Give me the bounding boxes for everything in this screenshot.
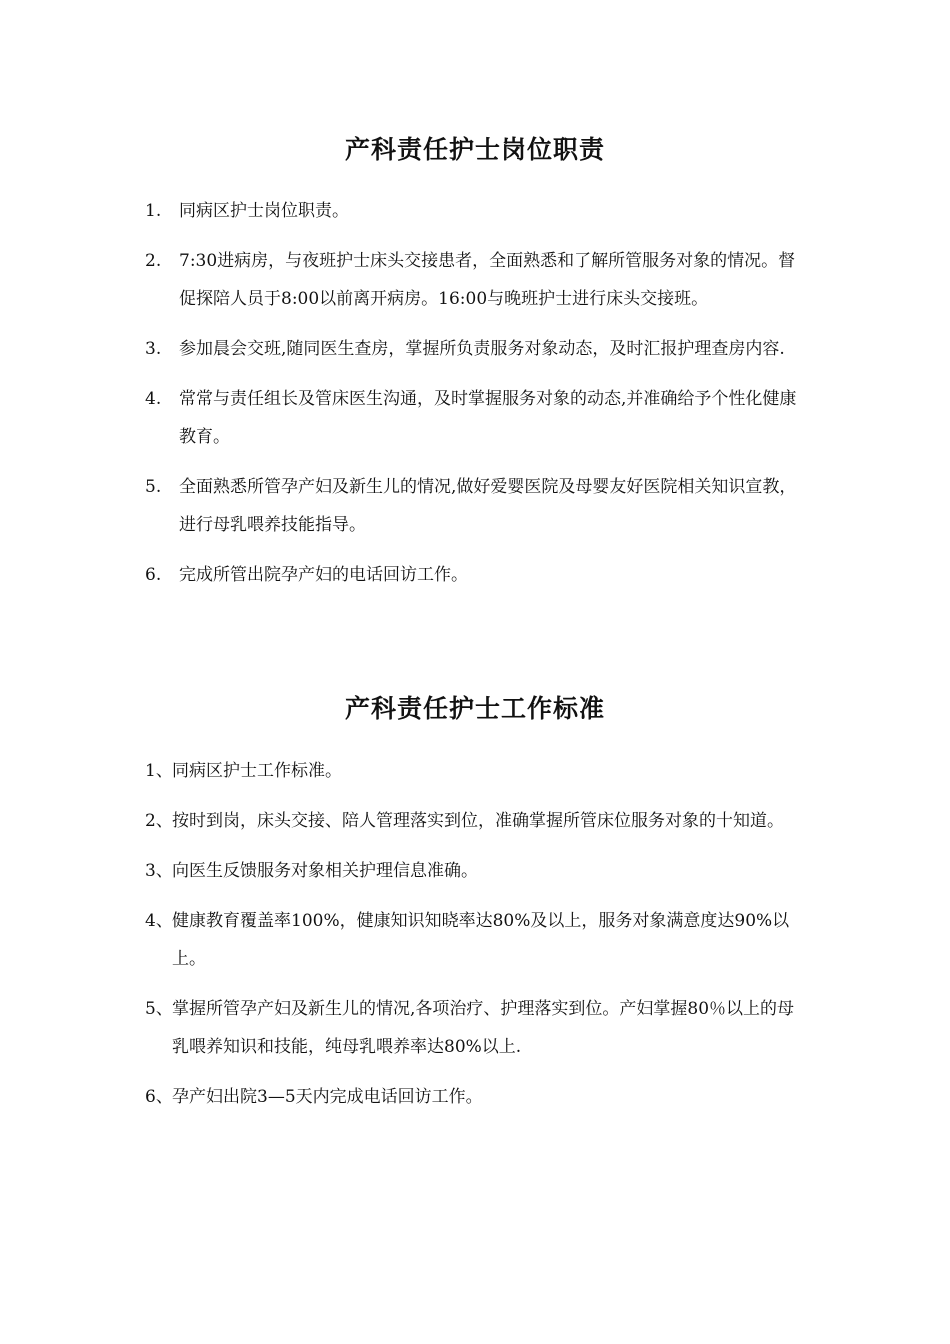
list-item [0,852,950,890]
item-text: 孕产妇出院3—5天内完成电话回访工作。 [172,1087,483,1107]
item-text: 7:30进病房，与夜班护士床头交接患者，全面熟悉和了解所管服务对象的情况。督促探陪人员于8:00以前离开病房。16:00与晚班护士进行床头交接班。 [179,251,796,309]
responsibilities-list [0,192,950,606]
item-number: 2、 [145,811,173,831]
list-item [0,752,950,790]
item-number: 1、 [145,761,173,781]
item-text: 向医生反馈服务对象相关护理信息准确。 [172,861,478,881]
list-item [0,330,950,368]
item-number: 3. [145,339,162,359]
item-text: 全面熟悉所管孕产妇及新生儿的情况,做好爱婴医院及母婴友好医院相关知识宣教，进行母乳喂养技能指导。 [179,477,797,535]
item-text: 同病区护士工作标准。 [172,761,342,781]
list-item [0,242,950,318]
section-title-standards: 产科责任护士工作标准 [344,694,605,723]
item-number: 3、 [145,861,173,881]
item-text: 完成所管出院孕产妇的电话回访工作。 [179,565,468,585]
item-text: 常常与责任组长及管床医生沟通，及时掌握服务对象的动态,并准确给予个性化健康教育。 [179,389,797,447]
list-item [0,380,950,456]
item-number: 1. [145,201,162,221]
item-text: 同病区护士岗位职责。 [179,201,349,221]
list-item [0,556,950,594]
list-item [0,990,950,1066]
item-text: 参加晨会交班,随同医生查房，掌握所负责服务对象动态，及时汇报护理查房内容. [179,339,785,359]
item-text: 健康教育覆盖率100%，健康知识知晓率达80%及以上，服务对象满意度达90%以上。 [172,911,790,969]
item-text: 掌握所管孕产妇及新生儿的情况,各项治疗、护理落实到位。产妇掌握80％以上的母乳喂养知识和技能，纯母乳喂养率达80%以上. [172,999,795,1057]
item-number: 2. [145,251,162,271]
standards-list [0,752,950,1128]
item-number: 6. [145,565,162,585]
item-number: 5. [145,477,162,497]
item-number: 6、 [145,1087,173,1107]
item-text: 按时到岗，床头交接、陪人管理落实到位，准确掌握所管床位服务对象的十知道。 [172,811,784,831]
list-item [0,192,950,230]
item-number: 4. [145,389,162,409]
list-item [0,1078,950,1116]
section-title-responsibilities: 产科责任护士岗位职责 [344,135,605,164]
item-number: 5、 [145,999,173,1019]
list-item [0,468,950,544]
list-item [0,902,950,978]
list-item [0,802,950,840]
item-number: 4、 [145,911,173,931]
